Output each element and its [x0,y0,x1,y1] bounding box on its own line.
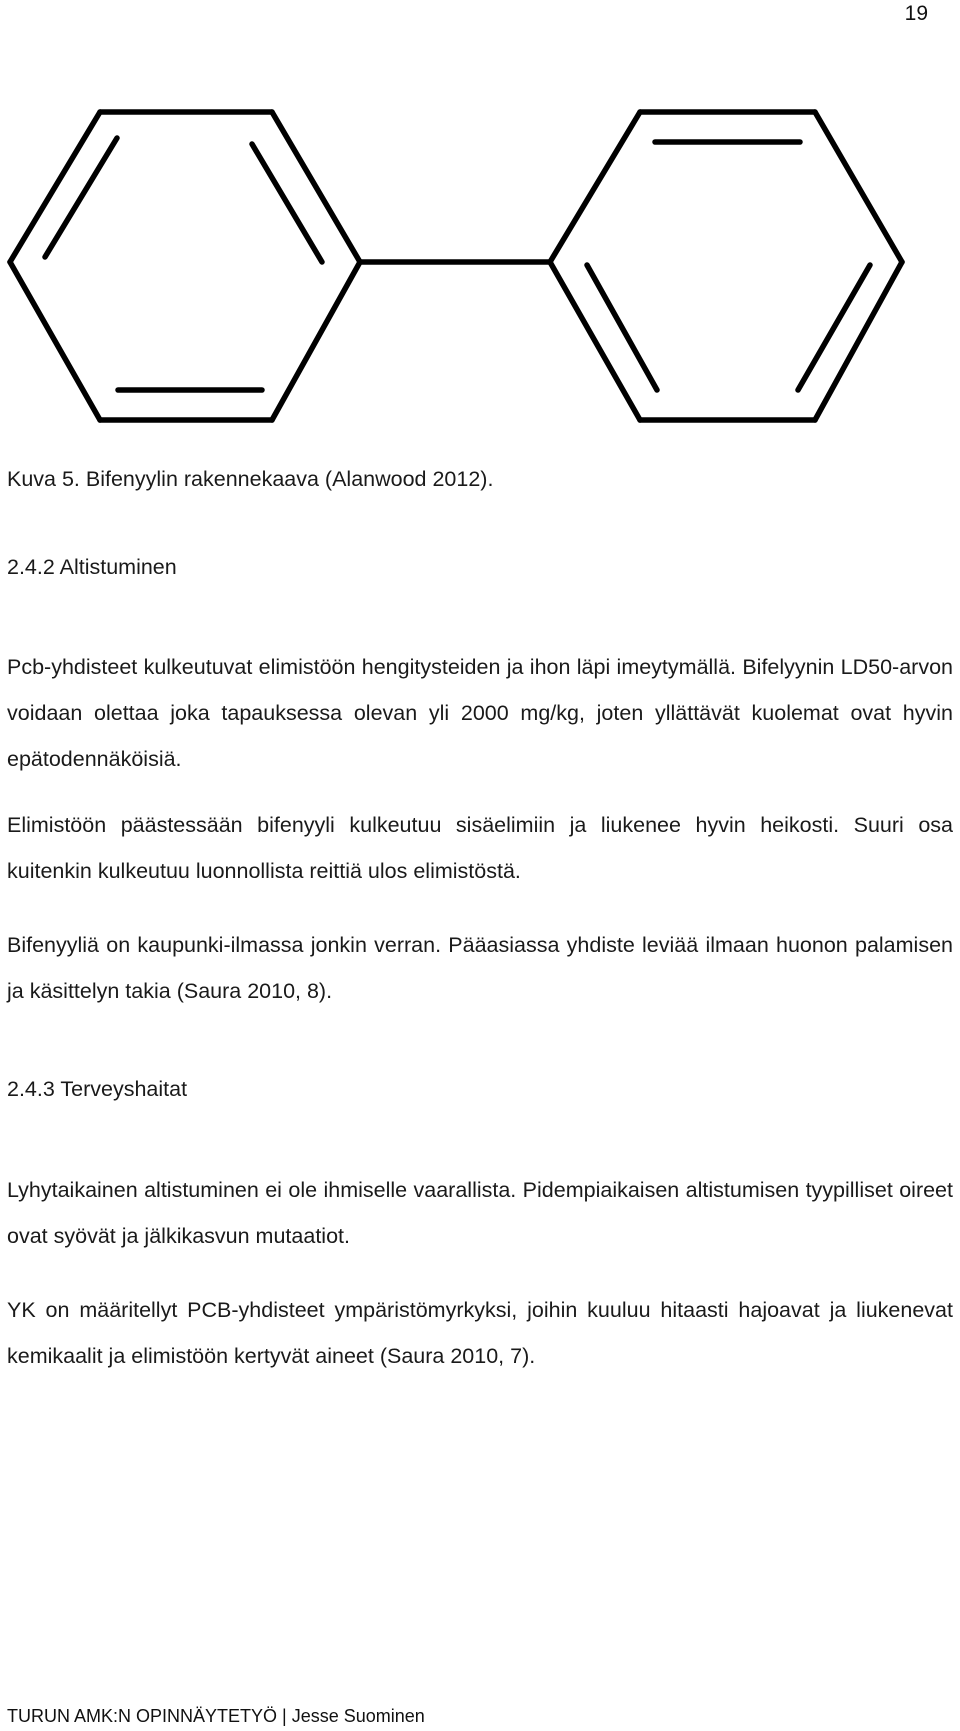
section-heading-altistuminen [7,544,953,590]
section-heading-terveyshaitat [7,1066,953,1112]
heading-2-4-2: 2.4.2 Altistuminen [7,555,177,579]
paragraph-5 [7,1287,953,1379]
right-ring-inner-bond-left [587,265,657,390]
figure-caption-text: Kuva 5. Bifenyylin rakennekaava (Alanwood 2012). [7,467,494,491]
biphenyl-structure-diagram [0,100,960,440]
paragraph-text: Bifenyyliä on kaupunki-ilmassa jonkin verran. Pääasiassa yhdiste leviää ilmaan huonon palamisen ja käsittelyn takia (Saura 2010, 8). [7,933,953,1003]
page-footer: TURUN AMK:N OPINNÄYTETYÖ | Jesse Suominen [7,1706,425,1726]
paragraph-text: Pcb-yhdisteet kulkeutuvat elimistöön hengitysteiden ja ihon läpi imeytymällä. Bifelyynin LD50-arvon voidaan olettaa joka tapauksessa olevan yli 2000 mg/kg, joten yllättävät kuolemat ovat hyvin epätodennäköisiä. [7,655,953,771]
paragraph-3 [7,922,953,1014]
right-ring-inner-bond-right [798,265,870,390]
paragraph-text: YK on määritellyt PCB-yhdisteet ympäristömyrkyksi, joihin kuuluu hitaasti hajoavat ja liukenevat kemikaalit ja elimistöön kertyvät aineet (Saura 2010, 7). [7,1298,953,1368]
paragraph-4 [7,1167,953,1259]
paragraph-2 [7,802,953,894]
heading-2-4-3: 2.4.3 Terveyshaitat [7,1077,188,1101]
left-ring-inner-bond-right [252,144,322,262]
left-benzene-ring [10,112,360,420]
figure-caption [7,456,953,502]
paragraph-text: Elimistöön päästessään bifenyyli kulkeutuu sisäelimiin ja liukenee hyvin heikosti. Suuri osa kuitenkin kulkeutuu luonnollista reittiä ulos elimistöstä. [7,813,953,883]
right-benzene-ring [550,112,902,420]
page-number: 19 [904,2,928,25]
paragraph-text: Lyhytaikainen altistuminen ei ole ihmiselle vaarallista. Pidempiaikaisen altistumisen tyypilliset oireet ovat syövät ja jälkikasvun mutaatiot. [7,1178,953,1248]
left-ring-inner-bond-top-left [45,138,117,257]
paragraph-1 [7,644,953,782]
